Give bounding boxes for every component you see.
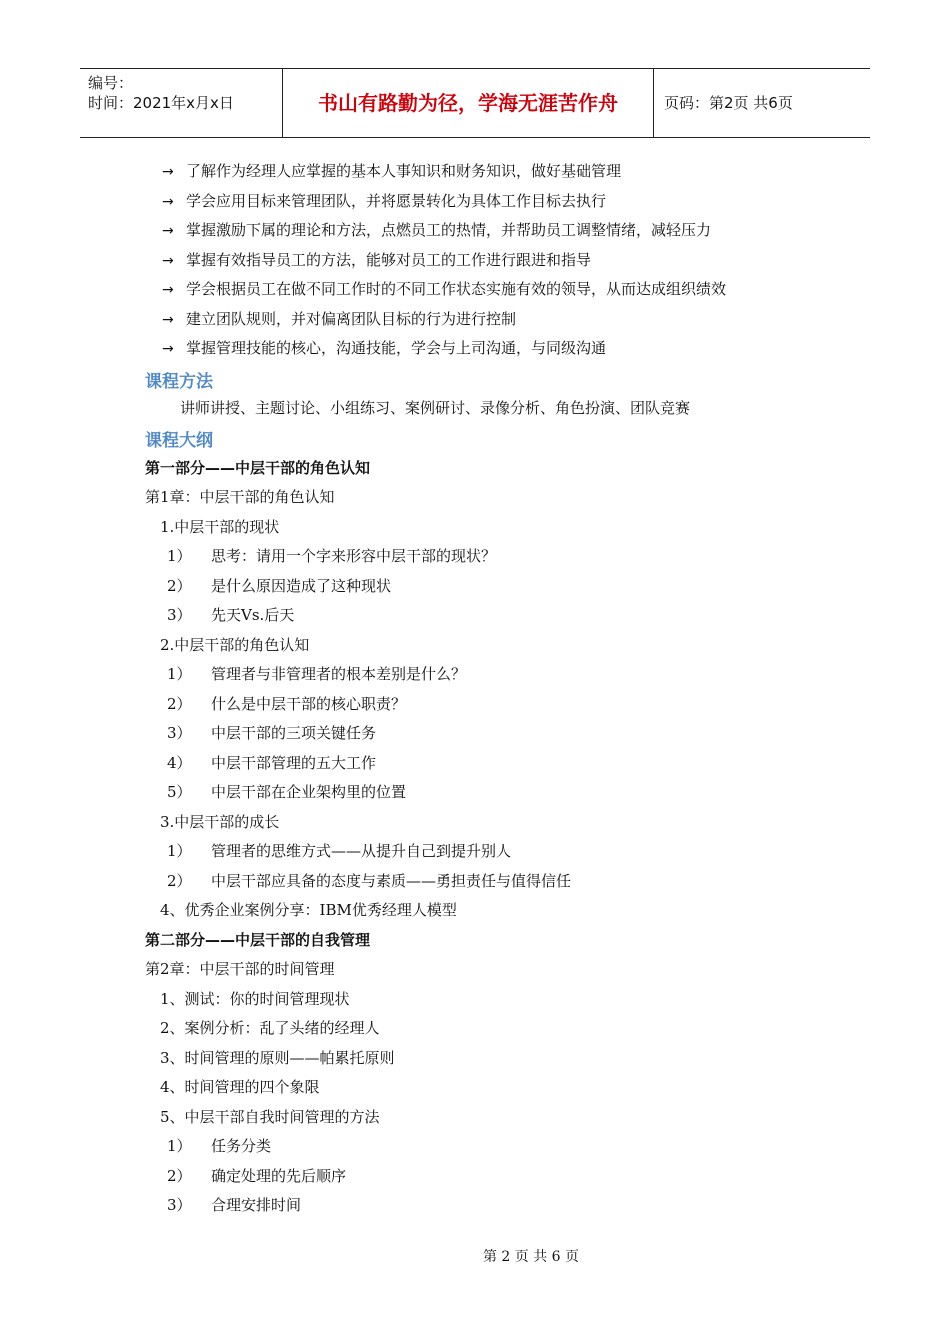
arrow-icon: → bbox=[162, 282, 174, 298]
objective-item: → 掌握有效指导员工的方法，能够对员工的工作进行跟进和指导 bbox=[162, 251, 592, 269]
outline-heading: 课程大纲 bbox=[145, 431, 213, 451]
list-item: 1） 任务分类 bbox=[167, 1137, 272, 1155]
arrow-icon: → bbox=[162, 253, 174, 269]
list-item: 1） 思考：请用一个字来形容中层干部的现状？ bbox=[167, 547, 497, 565]
footer-page-number: 第 2 页 共 6 页 bbox=[482, 1249, 580, 1265]
objective-item: → 掌握激励下属的理论和方法，点燃员工的热情，并帮助员工调整情绪，减轻压力 bbox=[162, 221, 712, 239]
arrow-icon: → bbox=[162, 223, 174, 239]
objective-item: → 建立团队规则，并对偏离团队目标的行为进行控制 bbox=[162, 310, 517, 328]
time-label: 时间：2021年x月x日 bbox=[88, 94, 234, 112]
section-heading: 3.中层干部的成长 bbox=[160, 813, 280, 831]
header-motto: 书山有路勤为径，学海无涯苦作舟 bbox=[282, 69, 654, 137]
header-meta bbox=[80, 69, 282, 137]
list-item: 5、中层干部自我时间管理的方法 bbox=[160, 1108, 380, 1126]
chapter-heading: 第2章：中层干部的时间管理 bbox=[145, 960, 335, 978]
list-item: 3、时间管理的原则——帕累托原则 bbox=[160, 1049, 395, 1067]
list-item: 1、测试：你的时间管理现状 bbox=[160, 990, 350, 1008]
list-item: 1） 管理者与非管理者的根本差别是什么？ bbox=[167, 665, 467, 683]
part-heading: 第一部分——中层干部的角色认知 bbox=[145, 459, 371, 477]
list-item: 2） 中层干部应具备的态度与素质——勇担责任与值得信任 bbox=[167, 872, 572, 890]
number-label: 编号： bbox=[88, 74, 134, 92]
section-heading: 4、优秀企业案例分享：IBM优秀经理人模型 bbox=[160, 901, 457, 919]
list-item: 3） 先天Vs.后天 bbox=[167, 606, 295, 624]
objective-item: → 了解作为经理人应掌握的基本人事知识和财务知识，做好基础管理 bbox=[162, 162, 622, 180]
arrow-icon: → bbox=[162, 312, 174, 328]
objective-item: → 掌握管理技能的核心，沟通技能，学会与上司沟通，与同级沟通 bbox=[162, 339, 607, 357]
page-footer bbox=[0, 1246, 950, 1266]
page-header bbox=[80, 68, 870, 138]
arrow-icon: → bbox=[162, 341, 174, 357]
chapter-heading: 第1章：中层干部的角色认知 bbox=[145, 488, 335, 506]
objective-item: → 学会根据员工在做不同工作时的不同工作状态实施有效的领导，从而达成组织绩效 bbox=[162, 280, 727, 298]
list-item: 1） 管理者的思维方式——从提升自己到提升别人 bbox=[167, 842, 512, 860]
method-text: 讲师讲授、主题讨论、小组练习、案例研讨、录像分析、角色扮演、团队竞赛 bbox=[180, 399, 691, 417]
method-heading: 课程方法 bbox=[145, 372, 213, 392]
list-item: 2） 什么是中层干部的核心职责？ bbox=[167, 695, 407, 713]
list-item: 3） 合理安排时间 bbox=[167, 1196, 302, 1214]
list-item: 2、案例分析：乱了头绪的经理人 bbox=[160, 1019, 380, 1037]
list-item: 2） 确定处理的先后顺序 bbox=[167, 1167, 347, 1185]
list-item: 4、时间管理的四个象限 bbox=[160, 1078, 320, 1096]
list-item: 5） 中层干部在企业架构里的位置 bbox=[167, 783, 407, 801]
arrow-icon: → bbox=[162, 164, 174, 180]
section-heading: 2.中层干部的角色认知 bbox=[160, 636, 310, 654]
objective-item: → 学会应用目标来管理团队，并将愿景转化为具体工作目标去执行 bbox=[162, 192, 607, 210]
section-heading: 1.中层干部的现状 bbox=[160, 518, 280, 536]
header-page-info: 页码：第2页 共6页 bbox=[664, 94, 793, 112]
part-heading: 第二部分——中层干部的自我管理 bbox=[145, 931, 371, 949]
list-item: 2） 是什么原因造成了这种现状 bbox=[167, 577, 392, 595]
arrow-icon: → bbox=[162, 194, 174, 210]
list-item: 3） 中层干部的三项关键任务 bbox=[167, 724, 377, 742]
list-item: 4） 中层干部管理的五大工作 bbox=[167, 754, 377, 772]
